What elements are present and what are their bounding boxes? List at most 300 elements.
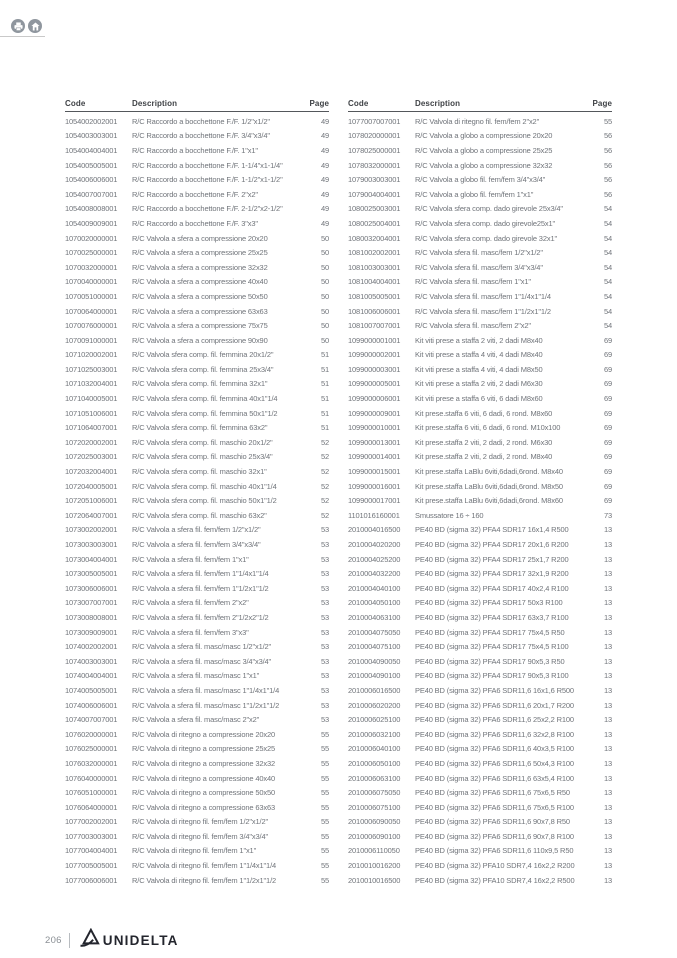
row-description: PE40 BD (sigma 32) PFA6 SDR11,6 90x7,8 R100 bbox=[415, 831, 574, 841]
row-page: 13 bbox=[603, 773, 612, 783]
row-code: 1099000015001 bbox=[348, 467, 401, 477]
page-footer bbox=[45, 928, 179, 952]
row-code: 1078020000001 bbox=[348, 131, 401, 141]
row-page: 69 bbox=[603, 335, 612, 345]
row-page: 55 bbox=[603, 116, 612, 126]
row-page: 13 bbox=[603, 700, 612, 710]
table-row bbox=[65, 581, 329, 596]
row-page: 50 bbox=[320, 262, 329, 272]
row-code: 1054004004001 bbox=[65, 145, 118, 155]
row-code: 2010004090100 bbox=[348, 671, 401, 681]
row-page: 55 bbox=[320, 817, 329, 827]
row-code: 1074002002001 bbox=[65, 642, 118, 652]
row-description: Smussatore 16 ÷ 160 bbox=[415, 510, 484, 520]
row-description: PE40 BD (sigma 32) PFA4 SDR17 75x4,5 R100 bbox=[415, 642, 569, 652]
table-header bbox=[65, 96, 329, 112]
row-code: 1081007007001 bbox=[348, 321, 401, 331]
table-row bbox=[348, 654, 612, 669]
column-header-page: Page bbox=[592, 99, 612, 108]
row-page: 13 bbox=[603, 861, 612, 871]
row-page: 69 bbox=[603, 364, 612, 374]
table-row bbox=[348, 756, 612, 771]
row-description: R/C Valvola di ritegno fil. fem/fem 2"x2" bbox=[415, 116, 540, 126]
table-row bbox=[65, 362, 329, 377]
row-description: PE40 BD (sigma 32) PFA6 SDR11,6 90x7,8 R50 bbox=[415, 817, 570, 827]
row-page: 69 bbox=[603, 467, 612, 477]
row-code: 2010004032200 bbox=[348, 569, 401, 579]
row-page: 53 bbox=[320, 656, 329, 666]
table-row bbox=[65, 873, 329, 888]
row-page: 55 bbox=[320, 788, 329, 798]
row-code: 2010010016500 bbox=[348, 875, 401, 885]
row-page: 69 bbox=[603, 379, 612, 389]
row-page: 50 bbox=[320, 335, 329, 345]
row-page: 49 bbox=[320, 145, 329, 155]
row-code: 1076020000001 bbox=[65, 729, 118, 739]
row-description: R/C Valvola sfera fil. masc/fem 1"1/2x1"1/2 bbox=[415, 306, 551, 316]
table-row bbox=[348, 493, 612, 508]
table-row bbox=[348, 348, 612, 363]
row-code: 1070025000001 bbox=[65, 248, 118, 258]
row-page: 53 bbox=[320, 598, 329, 608]
row-page: 13 bbox=[603, 525, 612, 535]
row-description: R/C Valvola a sfera fil. fem/fem 1"1/4x1"1/4 bbox=[132, 569, 269, 579]
toolbar bbox=[11, 19, 42, 33]
row-code: 2010006075100 bbox=[348, 802, 401, 812]
table-row bbox=[65, 158, 329, 173]
row-code: 2010006016500 bbox=[348, 685, 401, 695]
row-code: 2010004075050 bbox=[348, 627, 401, 637]
row-page: 56 bbox=[603, 160, 612, 170]
row-code: 2010006063100 bbox=[348, 773, 401, 783]
row-page: 73 bbox=[603, 510, 612, 520]
row-page: 49 bbox=[320, 175, 329, 185]
row-page: 51 bbox=[320, 408, 329, 418]
row-code: 2010004025200 bbox=[348, 554, 401, 564]
row-page: 13 bbox=[603, 569, 612, 579]
row-code: 1076025000001 bbox=[65, 744, 118, 754]
table-row bbox=[348, 435, 612, 450]
catalog-index bbox=[65, 96, 612, 887]
row-description: R/C Valvola sfera fil. masc/fem 1"1/4x1"1/4 bbox=[415, 291, 551, 301]
row-code: 1070040000001 bbox=[65, 277, 118, 287]
row-description: PE40 BD (sigma 32) PFA6 SDR11,6 16x1,6 R500 bbox=[415, 685, 574, 695]
row-page: 55 bbox=[320, 729, 329, 739]
row-description: R/C Valvola di ritegno a compressione 63x63 bbox=[132, 802, 276, 812]
row-page: 55 bbox=[320, 802, 329, 812]
row-page: 69 bbox=[603, 350, 612, 360]
row-code: 1078032000001 bbox=[348, 160, 401, 170]
row-description: R/C Valvola a sfera fil. fem/fem 3/4"x3/4" bbox=[132, 540, 261, 550]
table-row bbox=[65, 508, 329, 523]
row-description: R/C Valvola di ritegno fil. fem/fem 3/4"x3/4" bbox=[132, 831, 268, 841]
row-code: 1079003003001 bbox=[348, 175, 401, 185]
table-row bbox=[65, 435, 329, 450]
row-description: R/C Valvola a globo a compressione 32x32 bbox=[415, 160, 553, 170]
row-description: R/C Valvola a globo a compressione 20x20 bbox=[415, 131, 553, 141]
row-page: 53 bbox=[320, 569, 329, 579]
row-code: 1099000017001 bbox=[348, 496, 401, 506]
table-row bbox=[65, 698, 329, 713]
table-row bbox=[348, 289, 612, 304]
table-row bbox=[348, 129, 612, 144]
row-page: 13 bbox=[603, 758, 612, 768]
row-description: PE40 BD (sigma 32) PFA10 SDR7,4 16x2,2 R500 bbox=[415, 875, 575, 885]
row-page: 53 bbox=[320, 627, 329, 637]
row-page: 13 bbox=[603, 627, 612, 637]
row-code: 1073003003001 bbox=[65, 540, 118, 550]
row-description: Kit prese.staffa LaBlu 6viti,6dadi,6rond. M8x50 bbox=[415, 481, 563, 491]
row-code: 2010006110050 bbox=[348, 846, 400, 856]
row-page: 56 bbox=[603, 175, 612, 185]
row-code: 1081005005001 bbox=[348, 291, 401, 301]
row-description: R/C Valvola a sfera a compressione 90x90 bbox=[132, 335, 268, 345]
row-page: 52 bbox=[320, 481, 329, 491]
row-page: 13 bbox=[603, 671, 612, 681]
row-code: 1099000010001 bbox=[348, 423, 401, 433]
row-code: 1054009009001 bbox=[65, 218, 118, 228]
table-row bbox=[348, 450, 612, 465]
row-page: 49 bbox=[320, 116, 329, 126]
row-code: 1101016160001 bbox=[348, 510, 400, 520]
row-description: R/C Valvola di ritegno a compressione 40x40 bbox=[132, 773, 276, 783]
row-page: 49 bbox=[320, 131, 329, 141]
row-description: Kit prese.staffa LaBlu 6viti,6dadi,6rond. M8x40 bbox=[415, 467, 563, 477]
row-code: 1073005005001 bbox=[65, 569, 118, 579]
table-row bbox=[65, 829, 329, 844]
row-page: 52 bbox=[320, 437, 329, 447]
row-code: 1077006006001 bbox=[65, 875, 118, 885]
row-description: R/C Valvola sfera comp. dado girevole 32x1" bbox=[415, 233, 557, 243]
row-description: R/C Raccordo a bocchettone F./F. 2-1/2"x2-1/2" bbox=[132, 204, 283, 214]
row-code: 1077005005001 bbox=[65, 861, 118, 871]
row-description: PE40 BD (sigma 32) PFA4 SDR17 63x3,7 R100 bbox=[415, 612, 569, 622]
row-description: R/C Valvola di ritegno fil. fem/fem 1"x1" bbox=[132, 846, 257, 856]
row-page: 53 bbox=[320, 525, 329, 535]
row-description: R/C Valvola sfera comp. fil. femmina 40x1"1/4 bbox=[132, 394, 278, 404]
table-row bbox=[65, 537, 329, 552]
row-code: 2010006090050 bbox=[348, 817, 401, 827]
row-page: 69 bbox=[603, 496, 612, 506]
column-header-code: Code bbox=[65, 99, 86, 108]
row-description: Kit prese.staffa LaBlu 6viti,6dadi,6rond. M8x60 bbox=[415, 496, 563, 506]
table-body-left bbox=[65, 114, 329, 887]
table-row bbox=[65, 596, 329, 611]
row-code: 1073008008001 bbox=[65, 612, 118, 622]
row-code: 1054007007001 bbox=[65, 189, 118, 199]
row-page: 53 bbox=[320, 715, 329, 725]
table-row bbox=[348, 479, 612, 494]
row-code: 2010004075100 bbox=[348, 642, 401, 652]
row-page: 50 bbox=[320, 277, 329, 287]
print-button[interactable] bbox=[11, 19, 25, 33]
table-row bbox=[348, 596, 612, 611]
row-page: 56 bbox=[603, 131, 612, 141]
table-row bbox=[65, 348, 329, 363]
row-page: 54 bbox=[603, 262, 612, 272]
table-row bbox=[348, 815, 612, 830]
column-header-description: Description bbox=[415, 99, 461, 108]
row-page: 51 bbox=[320, 364, 329, 374]
table-row bbox=[348, 581, 612, 596]
row-code: 1080025004001 bbox=[348, 218, 401, 228]
row-description: PE40 BD (sigma 32) PFA6 SDR11,6 63x5,4 R100 bbox=[415, 773, 574, 783]
row-description: R/C Valvola sfera comp. fil. maschio 25x3/4" bbox=[132, 452, 273, 462]
table-row bbox=[348, 362, 612, 377]
row-description: R/C Valvola sfera comp. fil. femmina 50x1"1/2 bbox=[132, 408, 278, 418]
table-row bbox=[65, 172, 329, 187]
row-code: 1077003003001 bbox=[65, 831, 118, 841]
column-header-description: Description bbox=[132, 99, 178, 108]
row-description: PE40 BD (sigma 32) PFA4 SDR17 32x1,9 R200 bbox=[415, 569, 569, 579]
row-code: 1054005005001 bbox=[65, 160, 118, 170]
table-row bbox=[348, 275, 612, 290]
row-code: 1074005005001 bbox=[65, 685, 118, 695]
row-page: 49 bbox=[320, 204, 329, 214]
row-description: R/C Valvola di ritegno a compressione 20x20 bbox=[132, 729, 276, 739]
table-row bbox=[348, 800, 612, 815]
row-code: 1073007007001 bbox=[65, 598, 118, 608]
page-number: 206 bbox=[45, 934, 62, 946]
row-description: R/C Raccordo a bocchettone F./F. 1-1/4"x1-1/4" bbox=[132, 160, 283, 170]
row-page: 53 bbox=[320, 540, 329, 550]
row-page: 50 bbox=[320, 233, 329, 243]
table-row bbox=[65, 669, 329, 684]
row-page: 13 bbox=[603, 583, 612, 593]
row-code: 1071032004001 bbox=[65, 379, 118, 389]
table-row bbox=[348, 318, 612, 333]
table-row bbox=[65, 129, 329, 144]
row-page: 55 bbox=[320, 744, 329, 754]
row-code: 2010004090050 bbox=[348, 656, 401, 666]
table-row bbox=[65, 304, 329, 319]
row-description: R/C Valvola a sfera a compressione 40x40 bbox=[132, 277, 268, 287]
table-row bbox=[348, 858, 612, 873]
row-page: 56 bbox=[603, 189, 612, 199]
row-page: 54 bbox=[603, 306, 612, 316]
row-page: 54 bbox=[603, 291, 612, 301]
table-row bbox=[348, 625, 612, 640]
table-row bbox=[348, 727, 612, 742]
row-description: PE40 BD (sigma 32) PFA6 SDR11,6 25x2,2 R100 bbox=[415, 715, 574, 725]
row-page: 13 bbox=[603, 656, 612, 666]
row-page: 56 bbox=[603, 145, 612, 155]
row-page: 52 bbox=[320, 452, 329, 462]
row-description: PE40 BD (sigma 32) PFA4 SDR17 50x3 R100 bbox=[415, 598, 563, 608]
row-code: 2010006075050 bbox=[348, 788, 401, 798]
row-code: 1071064007001 bbox=[65, 423, 118, 433]
table-row bbox=[348, 216, 612, 231]
row-code: 1073002002001 bbox=[65, 525, 118, 535]
row-description: R/C Valvola a sfera fil. masc/masc 3/4"x3/4" bbox=[132, 656, 272, 666]
row-description: R/C Raccordo a bocchettone F./F. 3/4"x3/4" bbox=[132, 131, 270, 141]
row-code: 1070032000001 bbox=[65, 262, 118, 272]
table-row bbox=[348, 698, 612, 713]
table-row bbox=[65, 333, 329, 348]
row-page: 55 bbox=[320, 831, 329, 841]
row-description: R/C Valvola sfera comp. fil. femmina 25x3/4" bbox=[132, 364, 274, 374]
row-page: 53 bbox=[320, 554, 329, 564]
delta-logo-icon bbox=[79, 928, 101, 952]
table-row bbox=[348, 873, 612, 888]
row-code: 1070091000001 bbox=[65, 335, 118, 345]
table-row bbox=[348, 406, 612, 421]
table-row bbox=[65, 712, 329, 727]
row-description: R/C Valvola di ritegno fil. fem/fem 1/2"x1/2" bbox=[132, 817, 268, 827]
row-code: 1074003003001 bbox=[65, 656, 118, 666]
row-description: R/C Valvola sfera comp. fil. maschio 50x1"1/2 bbox=[132, 496, 277, 506]
row-page: 13 bbox=[603, 612, 612, 622]
toolbar-divider bbox=[0, 36, 45, 37]
row-page: 52 bbox=[320, 510, 329, 520]
row-description: R/C Valvola sfera fil. masc/fem 1"x1" bbox=[415, 277, 531, 287]
row-description: R/C Valvola a globo a compressione 25x25 bbox=[415, 145, 553, 155]
row-description: R/C Valvola a sfera fil. fem/fem 2"x2" bbox=[132, 598, 249, 608]
row-page: 55 bbox=[320, 875, 329, 885]
table-row bbox=[65, 683, 329, 698]
row-page: 55 bbox=[320, 758, 329, 768]
table-row bbox=[65, 639, 329, 654]
table-row bbox=[348, 785, 612, 800]
table-row bbox=[65, 318, 329, 333]
row-description: PE40 BD (sigma 32) PFA6 SDR11,6 50x4,3 R100 bbox=[415, 758, 574, 768]
row-page: 54 bbox=[603, 204, 612, 214]
row-description: R/C Valvola sfera comp. fil. maschio 32x1" bbox=[132, 467, 267, 477]
row-description: PE40 BD (sigma 32) PFA4 SDR17 75x4,5 R50 bbox=[415, 627, 565, 637]
row-description: PE40 BD (sigma 32) PFA4 SDR17 16x1,4 R500 bbox=[415, 525, 569, 535]
row-description: R/C Raccordo a bocchettone F./F. 3"x3" bbox=[132, 218, 258, 228]
row-code: 1081006006001 bbox=[348, 306, 401, 316]
row-description: R/C Valvola a sfera fil. masc/masc 2"x2" bbox=[132, 715, 260, 725]
row-description: R/C Raccordo a bocchettone F./F. 1"x1" bbox=[132, 145, 258, 155]
table-row bbox=[348, 829, 612, 844]
table-row bbox=[65, 815, 329, 830]
row-description: PE40 BD (sigma 32) PFA4 SDR17 20x1,6 R200 bbox=[415, 540, 569, 550]
table-row bbox=[348, 742, 612, 757]
row-code: 1099000016001 bbox=[348, 481, 401, 491]
row-code: 1073006006001 bbox=[65, 583, 118, 593]
table-row bbox=[65, 756, 329, 771]
row-page: 13 bbox=[603, 598, 612, 608]
row-description: PE40 BD (sigma 32) PFA6 SDR11,6 75x6,5 R100 bbox=[415, 802, 574, 812]
row-description: R/C Valvola a sfera a compressione 25x25 bbox=[132, 248, 268, 258]
row-code: 1071051006001 bbox=[65, 408, 118, 418]
table-row bbox=[65, 566, 329, 581]
row-description: R/C Valvola sfera comp. fil. femmina 20x1/2" bbox=[132, 350, 274, 360]
row-page: 69 bbox=[603, 423, 612, 433]
row-description: PE40 BD (sigma 32) PFA6 SDR11,6 20x1,7 R200 bbox=[415, 700, 574, 710]
table-row bbox=[65, 479, 329, 494]
row-description: R/C Valvola sfera comp. fil. maschio 20x1/2" bbox=[132, 437, 273, 447]
row-page: 13 bbox=[603, 802, 612, 812]
row-page: 50 bbox=[320, 321, 329, 331]
row-description: R/C Valvola sfera comp. dado girevole25x1" bbox=[415, 218, 556, 228]
table-row bbox=[65, 391, 329, 406]
row-code: 2010006025100 bbox=[348, 715, 401, 725]
print-icon bbox=[14, 22, 23, 31]
table-row bbox=[65, 187, 329, 202]
row-code: 1054008008001 bbox=[65, 204, 118, 214]
column-header-code: Code bbox=[348, 99, 369, 108]
row-description: R/C Valvola sfera comp. fil. maschio 40x1"1/4 bbox=[132, 481, 277, 491]
row-page: 50 bbox=[320, 306, 329, 316]
row-code: 2010006050100 bbox=[348, 758, 401, 768]
row-page: 50 bbox=[320, 248, 329, 258]
table-row bbox=[65, 552, 329, 567]
row-description: Kit prese.staffa 2 viti, 2 dadi, 2 rond. M8x40 bbox=[415, 452, 553, 462]
row-description: PE40 BD (sigma 32) PFA6 SDR11,6 110x9,5 R50 bbox=[415, 846, 574, 856]
row-description: R/C Valvola a sfera fil. fem/fem 2"1/2x2"1/2 bbox=[132, 612, 269, 622]
row-page: 69 bbox=[603, 437, 612, 447]
table-row bbox=[65, 406, 329, 421]
row-page: 13 bbox=[603, 744, 612, 754]
row-code: 2010006032100 bbox=[348, 729, 401, 739]
table-row bbox=[348, 552, 612, 567]
row-code: 2010004016500 bbox=[348, 525, 401, 535]
row-description: Kit prese.staffa 6 viti, 6 dadi, 6 rond. M8x60 bbox=[415, 408, 553, 418]
table-row bbox=[348, 464, 612, 479]
table-row bbox=[348, 639, 612, 654]
table-row bbox=[65, 654, 329, 669]
row-code: 1071020002001 bbox=[65, 350, 118, 360]
row-code: 1074004004001 bbox=[65, 671, 118, 681]
row-code: 1099000002001 bbox=[348, 350, 401, 360]
table-row bbox=[65, 420, 329, 435]
table-row bbox=[65, 785, 329, 800]
row-code: 1072051006001 bbox=[65, 496, 118, 506]
table-row bbox=[348, 610, 612, 625]
row-code: 1070051000001 bbox=[65, 291, 118, 301]
row-page: 55 bbox=[320, 773, 329, 783]
row-description: R/C Valvola a sfera fil. fem/fem 1"x1" bbox=[132, 554, 249, 564]
row-code: 1074006006001 bbox=[65, 700, 118, 710]
table-row bbox=[348, 172, 612, 187]
table-row bbox=[348, 420, 612, 435]
row-description: PE40 BD (sigma 32) PFA6 SDR11,6 32x2,8 R100 bbox=[415, 729, 574, 739]
table-row bbox=[65, 625, 329, 640]
row-page: 69 bbox=[603, 481, 612, 491]
row-page: 13 bbox=[603, 540, 612, 550]
table-row bbox=[348, 566, 612, 581]
row-page: 53 bbox=[320, 685, 329, 695]
row-page: 51 bbox=[320, 394, 329, 404]
row-description: R/C Valvola a sfera fil. fem/fem 3"x3" bbox=[132, 627, 249, 637]
footer-divider bbox=[69, 933, 70, 948]
row-description: R/C Valvola a sfera fil. fem/fem 1"1/2x1"1/2 bbox=[132, 583, 269, 593]
table-row bbox=[65, 450, 329, 465]
table-row bbox=[348, 158, 612, 173]
row-code: 1073009009001 bbox=[65, 627, 118, 637]
table-row bbox=[348, 187, 612, 202]
table-row bbox=[348, 508, 612, 523]
table-row bbox=[65, 231, 329, 246]
row-description: R/C Valvola a sfera a compressione 32x32 bbox=[132, 262, 268, 272]
home-button[interactable] bbox=[28, 19, 42, 33]
row-code: 1076051000001 bbox=[65, 788, 118, 798]
row-code: 1081002002001 bbox=[348, 248, 401, 258]
row-code: 1074007007001 bbox=[65, 715, 118, 725]
row-page: 13 bbox=[603, 685, 612, 695]
row-page: 51 bbox=[320, 350, 329, 360]
row-description: R/C Valvola a globo fil. fem/fem 3/4"x3/4" bbox=[415, 175, 546, 185]
row-description: R/C Valvola sfera comp. fil. maschio 63x2" bbox=[132, 510, 267, 520]
table-row bbox=[348, 202, 612, 217]
row-code: 1076032000001 bbox=[65, 758, 118, 768]
table-row bbox=[65, 260, 329, 275]
row-description: R/C Valvola a sfera fil. masc/masc 1"1/4x1"1/4 bbox=[132, 685, 280, 695]
table-row bbox=[348, 537, 612, 552]
row-code: 1072032004001 bbox=[65, 467, 118, 477]
